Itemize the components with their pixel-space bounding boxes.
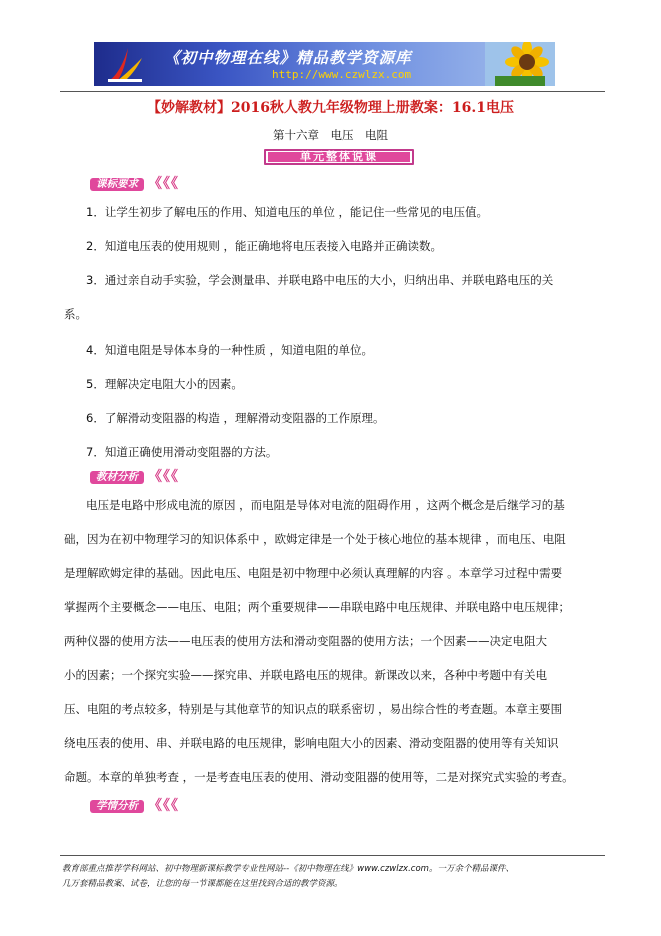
analysis-line: 绕电压表的使用、串、并联电路的电压规律，影响电阻大小的因素、滑动变阻器的使用等有关知识 xyxy=(64,736,559,750)
requirement-item: 2．知道电压表的使用规则 ，能正确地将电压表接入电路并正确读数。 xyxy=(86,239,442,253)
unit-heading: 单元整体说课 xyxy=(268,152,410,162)
section-tag-material xyxy=(90,471,179,484)
requirement-item: 4．知道电阻是导体本身的一种性质 ，知道电阻的单位。 xyxy=(86,343,373,357)
site-logo-icon xyxy=(104,44,146,84)
requirement-item: 6．了解滑动变阻器的构造 ，理解滑动变阻器的工作原理。 xyxy=(86,411,385,425)
analysis-line: 掌握两个主要概念——电压、电阻；两个重要规律——串联电路中电压规律、并联电路中电压规律； xyxy=(64,600,570,614)
chapter-heading: 第十六章 电压 电阻 xyxy=(273,128,388,142)
requirement-item: 3．通过亲自动手实验，学会测量串、并联电路中电压的大小，归纳出串、并联电路电压的关 xyxy=(86,273,554,287)
section-label: 教材分析 xyxy=(90,471,144,484)
header-banner xyxy=(94,42,555,86)
footer-line: 教育部重点推荐学科网站、初中物理新课标教学专业性网站--《初中物理在线》www.czwlzx.com。一万余个精品课件、 xyxy=(62,864,514,874)
chevrons-icon: 《《《 xyxy=(148,469,179,485)
analysis-line: 压、电阻的考点较多，特别是与其他章节的知识点的联系密切 ，易出综合性的考查题。本章主要围 xyxy=(64,702,563,716)
document-title: 【妙解教材】2016秋人教九年级物理上册教案：16.1电压 xyxy=(146,100,515,116)
analysis-line: 是理解欧姆定律的基础。因此电压、电阻是初中物理中必须认真理解的内容 。本章学习过程中需要 xyxy=(64,566,563,580)
footer-rule xyxy=(60,855,605,856)
section-label: 课标要求 xyxy=(90,178,144,191)
analysis-line: 电压是电路中形成电流的原因 ，而电阻是导体对电流的阻碍作用 ，这两个概念是后继学习的基 xyxy=(86,498,565,512)
requirement-item: 1．让学生初步了解电压的作用、知道电压的单位 ，能记住一些常见的电压值。 xyxy=(86,205,488,219)
header-rule xyxy=(60,91,605,92)
analysis-line: 两种仪器的使用方法——电压表的使用方法和滑动变阻器的使用方法；一个因素——决定电阻大 xyxy=(64,634,547,648)
section-tag-students xyxy=(90,800,179,813)
section-label: 学情分析 xyxy=(90,800,144,813)
analysis-line: 小的因素；一个探究实验——探究串、并联电路电压的规律。新课改以来，各种中考题中有关电 xyxy=(64,668,547,682)
banner-url[interactable]: http://www.czwlzx.com xyxy=(272,68,412,81)
requirement-item: 7．知道正确使用滑动变阻器的方法。 xyxy=(86,445,278,459)
analysis-line: 础，因为在初中物理学习的知识体系中 ，欧姆定律是一个处于核心地位的基本规律 ，而电压、电阻 xyxy=(64,532,566,546)
unit-heading-box xyxy=(264,149,414,165)
analysis-line: 命题。本章的单独考查 ，一是考查电压表的使用、滑动变阻器的使用等，二是对探究式实验的考查。 xyxy=(64,770,574,784)
requirement-item: 5．理解决定电阻大小的因素。 xyxy=(86,377,243,391)
requirement-item: 系。 xyxy=(64,307,87,321)
chevrons-icon: 《《《 xyxy=(148,798,179,814)
chevrons-icon: 《《《 xyxy=(148,176,179,192)
sunflower-image xyxy=(485,42,555,86)
section-tag-standards xyxy=(90,178,179,191)
footer-line: 几万套精品教案、试卷，让您的每一节课都能在这里找到合适的教学资源。 xyxy=(62,879,343,889)
banner-title: 《初中物理在线》精品教学资源库 xyxy=(164,48,412,67)
